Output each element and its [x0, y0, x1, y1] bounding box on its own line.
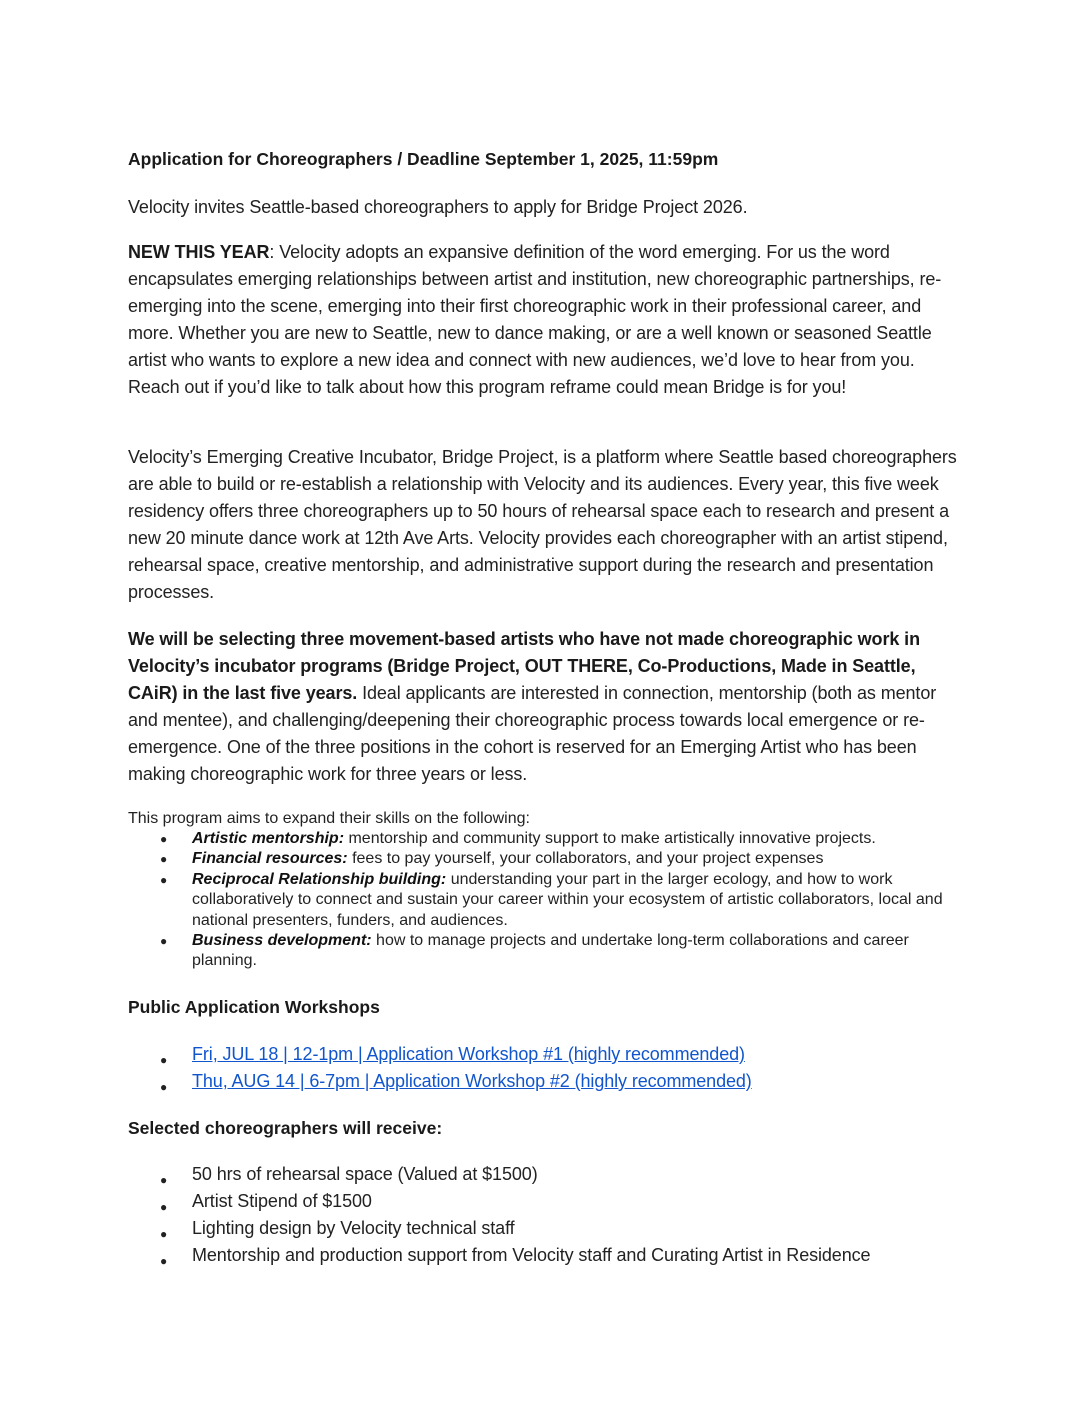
- benefit-item: ● Lighting design by Velocity technical staff: [128, 1215, 958, 1242]
- selection-criteria: We will be selecting three movement-based artists who have not made choreographic work in Velocity’s incubator programs (Bridge Project, OUT THERE, Co-Productions, Made in Seattle, CAiR) in the last five years.: [128, 629, 920, 703]
- skills-item-label: Financial resources:: [192, 850, 348, 868]
- benefits-heading: Selected choreographers will receive:: [128, 1118, 443, 1138]
- intro-paragraph: Velocity invites Seattle-based choreographers to apply for Bridge Project 2026.: [128, 197, 748, 217]
- skills-item-label: Business development:: [192, 932, 372, 950]
- skills-intro: This program aims to expand their skills on the following:: [128, 810, 530, 827]
- new-this-year-text: : Velocity adopts an expansive definition of the word emerging. For us the word encapsulates emerging relationships between artist and institution, new choreographic partnerships, re-emerging into the scene, emerging into their first choreographic work in their professional career, and more. Whether you are new to Seattle, new to dance making, or are a well known or seasoned Seattle artist who wants to explore a new idea and connect with new audiences, we’d love to hear from you. Reach out if you’d like to talk about how this program reframe could mean Bridge is for you!: [128, 242, 942, 397]
- skills-item: [128, 931, 958, 972]
- benefit-item: ● Artist Stipend of $1500: [128, 1188, 958, 1215]
- skills-item-text: fees to pay yourself, your collaborators, and your project expenses: [347, 850, 824, 868]
- selection-text: Ideal applicants are interested in connection, mentorship (both as mentor and mentee), and challenging/deepening their choreographic process towards local emergence or re-emergence. One of the three positions in the cohort is reserved for an Emerging Artist who has been making choreographic work for three years or less.: [128, 683, 937, 784]
- skills-item: [128, 849, 958, 869]
- selection-paragraph: [128, 626, 958, 788]
- skills-item-label: Reciprocal Relationship building:: [192, 870, 447, 888]
- benefit-item: ● Mentorship and production support from Velocity staff and Curating Artist in Residence: [128, 1242, 958, 1269]
- skills-item: [128, 829, 958, 849]
- workshop-item: [128, 1068, 958, 1095]
- workshops-list: [128, 1041, 958, 1095]
- skills-item-text: how to manage projects and undertake long-term collaborations and career planning.: [192, 932, 909, 970]
- skills-item-label: Artistic mentorship:: [192, 830, 345, 847]
- new-this-year-paragraph: [128, 239, 958, 401]
- workshops-heading: Public Application Workshops: [128, 997, 380, 1017]
- workshop-link-2[interactable]: Thu, AUG 14 | 6-7pm | Application Workshop #2 (highly recommended): [192, 1071, 752, 1091]
- workshop-link-1[interactable]: Fri, JUL 18 | 12-1pm | Application Workshop #1 (highly recommended): [192, 1044, 745, 1064]
- skills-item-text: mentorship and community support to make artistically innovative projects.: [344, 830, 876, 847]
- workshop-item: [128, 1041, 958, 1068]
- about-paragraph: Velocity’s Emerging Creative Incubator, Bridge Project, is a platform where Seattle based choreographers are able to build or re-establish a relationship with Velocity and its audiences. Every year, this five week residency offers three choreographers up to 50 hours of rehearsal space each to research and present a new 20 minute dance work at 12th Ave Arts. Velocity provides each choreographer with an artist stipend, rehearsal space, creative mentorship, and administrative support during the research and presentation processes.: [128, 447, 957, 602]
- skills-item: [128, 870, 958, 931]
- skills-item-text: understanding your part in the larger ecology, and how to work collaboratively to connect and sustain your career within your ecosystem of artistic collaborators, local and national presenters, funders, and audiences.: [192, 870, 943, 929]
- new-this-year-label: NEW THIS YEAR: [128, 242, 270, 262]
- skills-list: [128, 829, 958, 972]
- benefits-list: [128, 1161, 958, 1269]
- benefit-item: ● 50 hrs of rehearsal space (Valued at $1500): [128, 1161, 958, 1188]
- document-title: Application for Choreographers / Deadline September 1, 2025, 11:59pm: [128, 149, 719, 169]
